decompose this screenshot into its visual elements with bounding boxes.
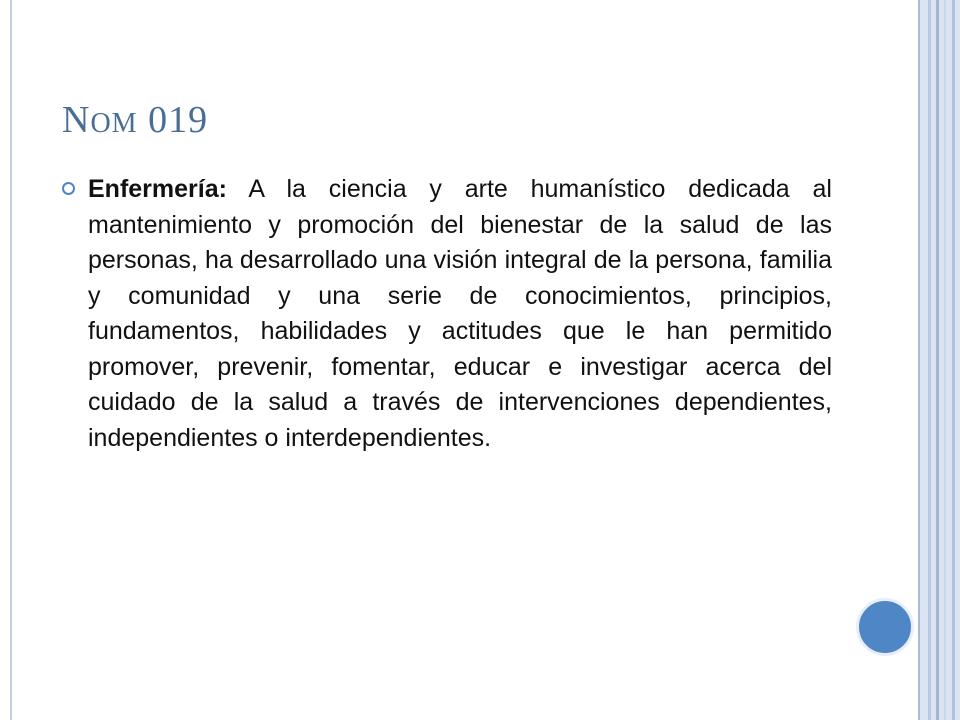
bullet-item: [62, 172, 832, 456]
definition-body: A la ciencia y arte humanístico dedicada al mantenimiento y promoción del bienestar de la salud de las personas, ha desarrollado una visión integral de la persona, familia y comunidad y una serie de conocimientos, principios, fundamentos, habilidades y actitudes que le han permitido promover, prevenir, fomentar, educar e investigar acerca del cuidado de la salud a través de intervenciones dependientes, independientes o interdependientes.: [88, 175, 832, 452]
right-stripe: [918, 0, 920, 720]
title-number: 019: [137, 99, 209, 141]
right-stripe: [936, 0, 939, 720]
title-initial: N: [62, 99, 91, 141]
right-stripe: [928, 0, 931, 720]
decorative-circle: [856, 598, 914, 656]
bullet-text: [88, 172, 832, 456]
ring-bullet-icon: [62, 182, 75, 195]
right-stripe: [944, 0, 946, 720]
right-stripe: [952, 0, 955, 720]
bullet-marker: [62, 172, 88, 195]
slide-title: [62, 98, 208, 142]
definition-term: Enfermería:: [88, 175, 227, 203]
left-border-line: [10, 0, 12, 720]
slide-content: [62, 172, 832, 456]
title-small-caps: OM: [90, 108, 138, 139]
